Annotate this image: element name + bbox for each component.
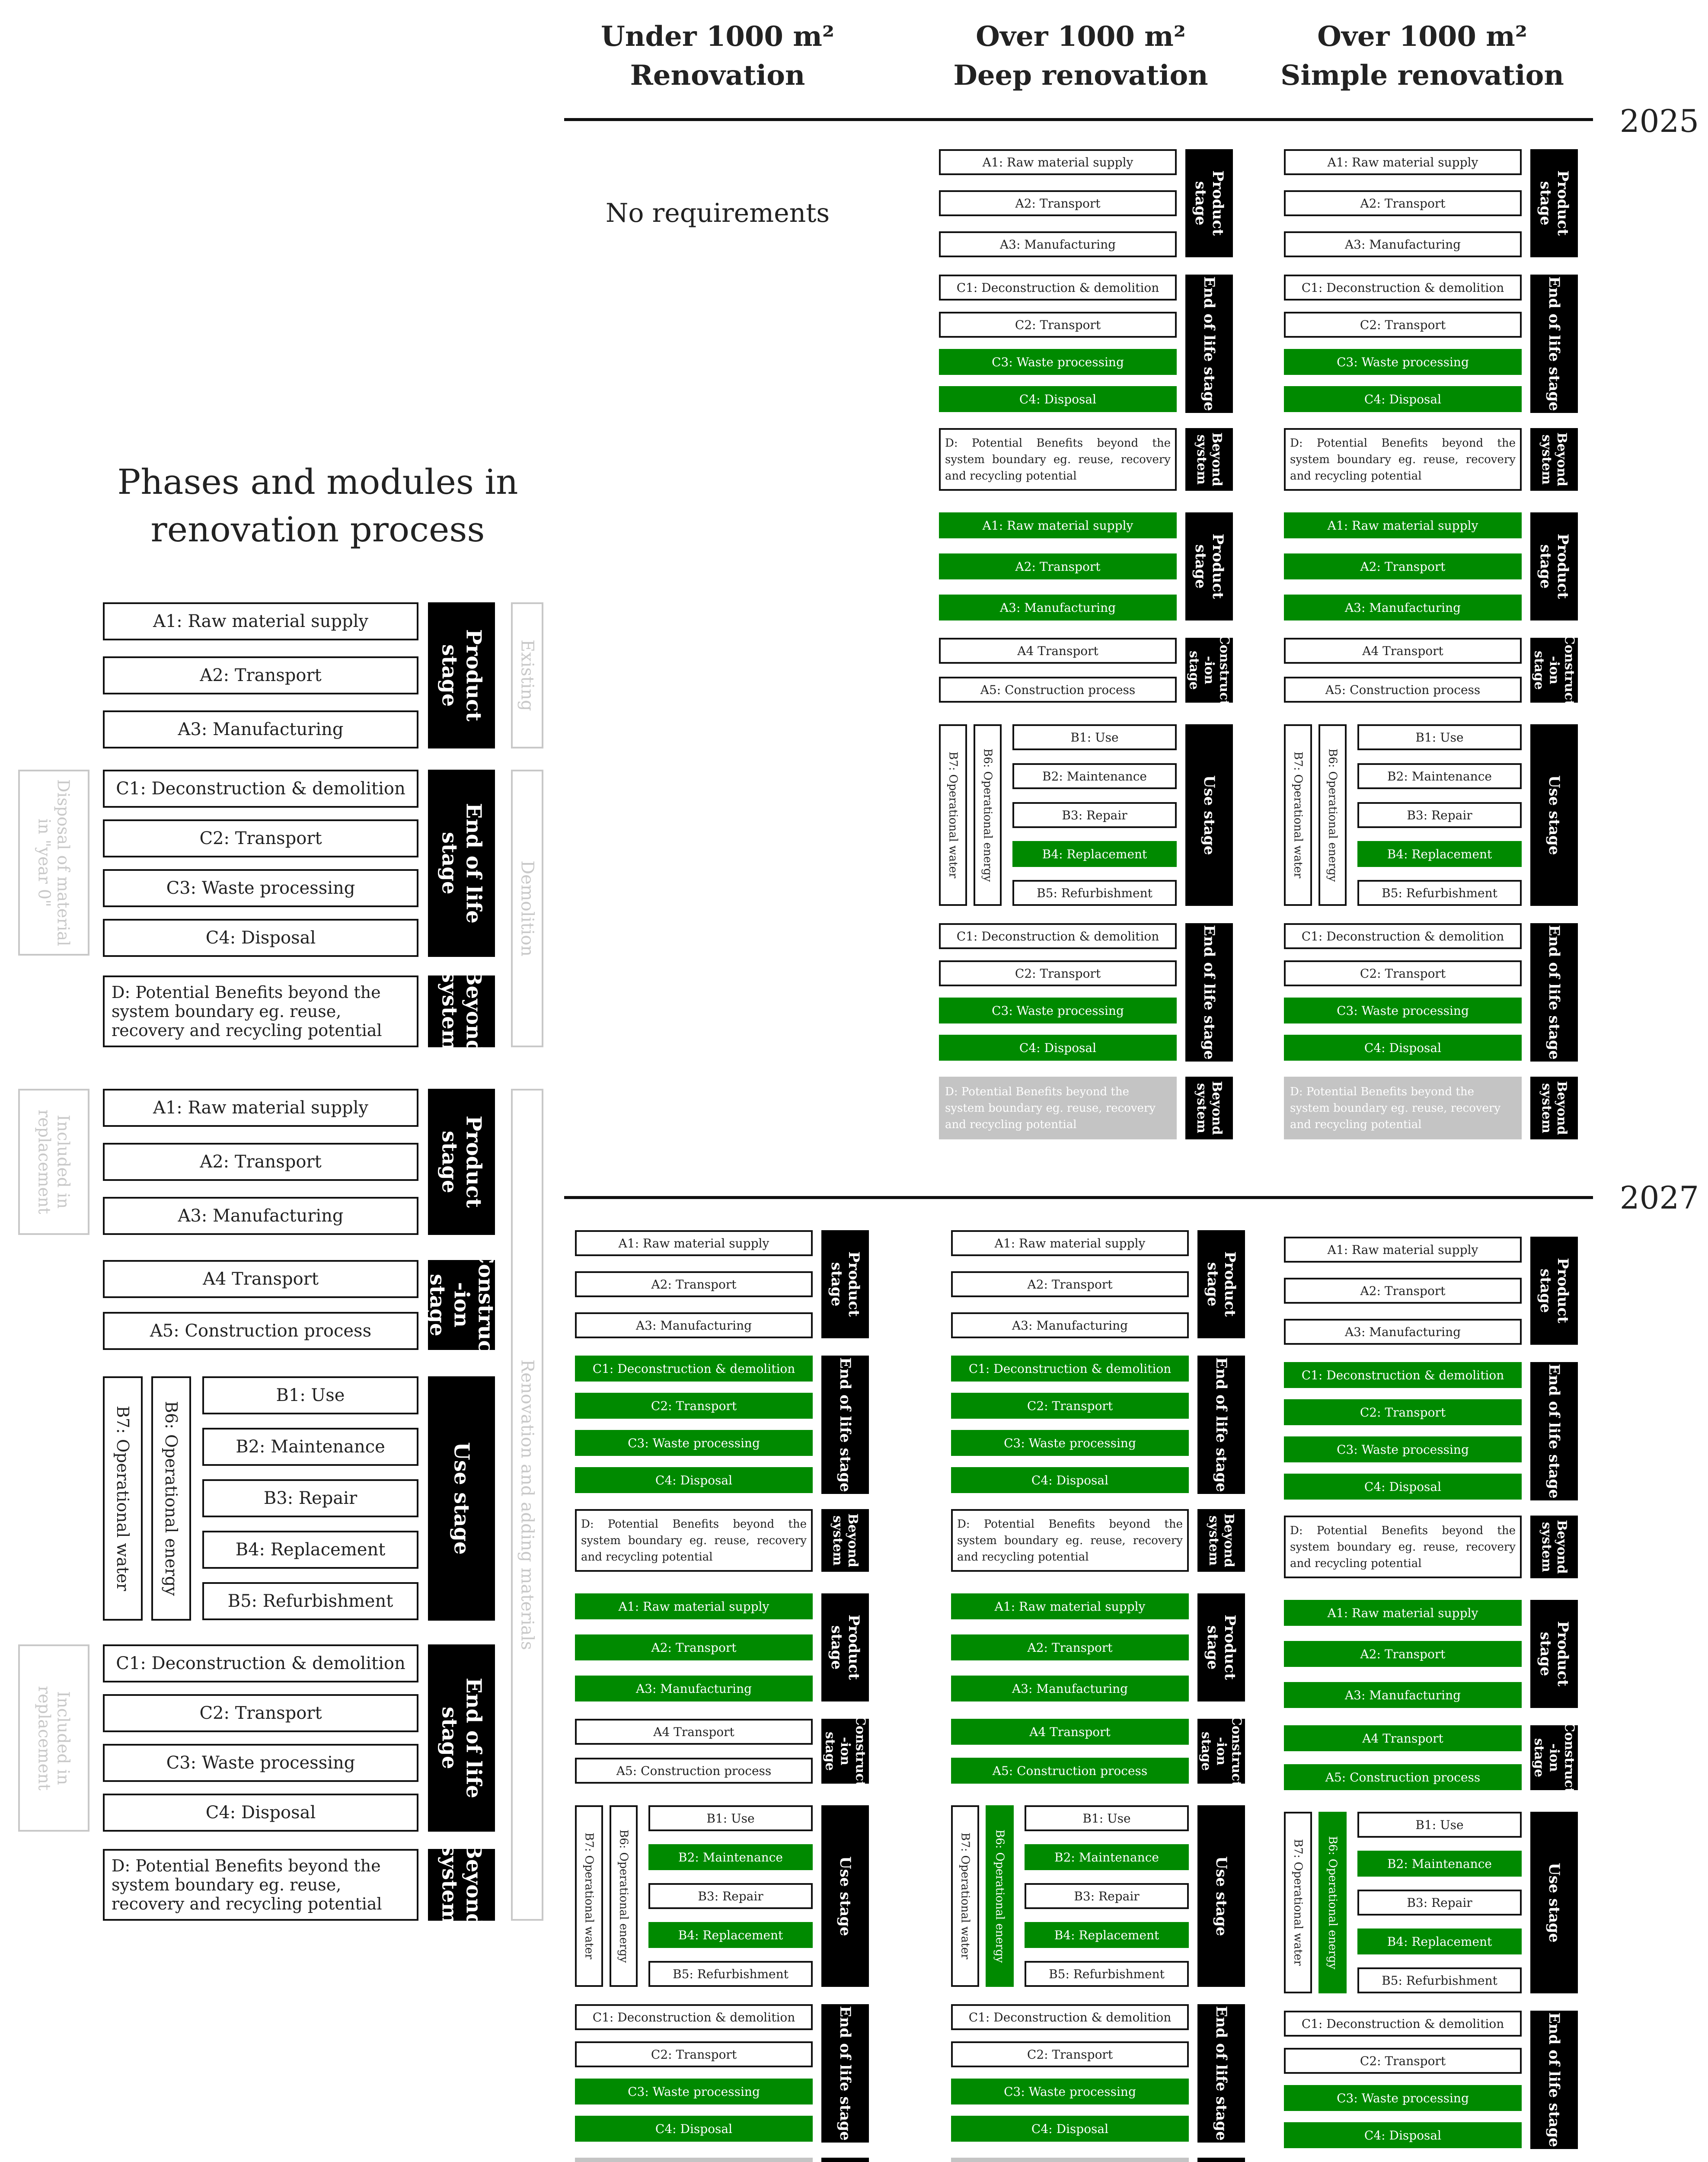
header-line1: Over 1000 m² xyxy=(1317,20,1527,53)
header-line1: Under 1000 m² xyxy=(601,20,834,53)
module-c2: C2: Transport xyxy=(951,1393,1189,1419)
module-b1: B1: Use xyxy=(1025,1805,1189,1831)
stage-use: Use stage xyxy=(428,1376,495,1621)
module-a3: A3: Manufacturing xyxy=(1284,1319,1522,1345)
stage-product: Product stage xyxy=(1197,1230,1245,1338)
module-b5: B5: Refurbishment xyxy=(648,1961,813,1987)
stage-end_of_life: End of life stage xyxy=(1530,2011,1578,2149)
module-b5: B5: Refurbishment xyxy=(1357,880,1522,906)
module-d xyxy=(575,2158,813,2162)
module-b7: B7: Operational water xyxy=(939,724,967,906)
phase-existing: Existing xyxy=(511,602,543,748)
module-c1: C1: Deconstruction & demolition xyxy=(951,1356,1189,1382)
header-over-1000-deep xyxy=(899,17,1262,95)
module-b4: B4: Replacement xyxy=(648,1922,813,1948)
stage-end_of_life: End of life stage xyxy=(1185,275,1233,413)
module-c4: C4: Disposal xyxy=(103,1794,418,1832)
module-a4: A4 Transport xyxy=(939,638,1177,664)
module-a1: A1: Raw material supply xyxy=(1284,1600,1522,1626)
module-d xyxy=(951,2158,1189,2162)
module-b6: B6: Operational energy xyxy=(151,1376,191,1621)
stage-product: Product stage xyxy=(1185,512,1233,620)
module-a4: A4 Transport xyxy=(951,1719,1189,1745)
stage-end_of_life: End of life stage xyxy=(1530,1362,1578,1500)
module-a3: A3: Manufacturing xyxy=(1284,231,1522,257)
module-c3: C3: Waste processing xyxy=(1284,1436,1522,1462)
stage-end_of_life: End of life stage xyxy=(821,1356,869,1494)
module-c2: C2: Transport xyxy=(575,2041,813,2067)
phase-renovation_adding: Renovation and adding materials xyxy=(511,1089,543,1921)
module-b5: B5: Refurbishment xyxy=(1025,1961,1189,1987)
module-d: D: Potential Benefits beyond the system boundary eg. reuse, recovery and recycling potential xyxy=(1284,428,1522,491)
module-a1: A1: Raw material supply xyxy=(951,1593,1189,1619)
module-a1: A1: Raw material supply xyxy=(103,602,418,640)
module-c3: C3: Waste processing xyxy=(951,1430,1189,1456)
stage-construction: Construct -ion stage xyxy=(1530,638,1578,703)
module-a1: A1: Raw material supply xyxy=(939,149,1177,175)
module-a2: A2: Transport xyxy=(1284,553,1522,579)
stage-construction: Construct -ion stage xyxy=(425,1247,498,1362)
module-a2: A2: Transport xyxy=(1284,1641,1522,1667)
module-d: D: Potential Benefits beyond the system boundary eg. reuse, recovery and recycling potential xyxy=(103,975,418,1047)
module-b2: B2: Maintenance xyxy=(1357,763,1522,789)
module-c1: C1: Deconstruction & demolition xyxy=(575,2004,813,2030)
stage-end_of_life: End of life stage xyxy=(821,2004,869,2143)
module-a5: A5: Construction process xyxy=(103,1312,418,1350)
stage-product: Product stage xyxy=(821,1230,869,1338)
module-a3: A3: Manufacturing xyxy=(575,1312,813,1338)
module-a3: A3: Manufacturing xyxy=(103,1197,418,1235)
module-c1: C1: Deconstruction & demolition xyxy=(103,1644,418,1682)
module-c2: C2: Transport xyxy=(951,2041,1189,2067)
module-c4: C4: Disposal xyxy=(575,2116,813,2142)
module-a5: A5: Construction process xyxy=(1284,677,1522,703)
module-b3: B3: Repair xyxy=(1025,1883,1189,1909)
module-c3: C3: Waste processing xyxy=(103,869,418,907)
module-a1: A1: Raw material supply xyxy=(1284,1237,1522,1263)
module-b4: B4: Replacement xyxy=(202,1531,418,1569)
module-c3: C3: Waste processing xyxy=(575,1430,813,1456)
module-b2: B2: Maintenance xyxy=(1025,1844,1189,1870)
header-line2: Deep renovation xyxy=(953,59,1208,92)
module-b2: B2: Maintenance xyxy=(1012,763,1177,789)
module-b2: B2: Maintenance xyxy=(648,1844,813,1870)
module-b1: B1: Use xyxy=(1357,724,1522,750)
module-d: D: Potential Benefits beyond the system boundary eg. reuse, recovery and recycling potential xyxy=(939,428,1177,491)
module-c3: C3: Waste processing xyxy=(103,1744,418,1782)
module-a5: A5: Construction process xyxy=(939,677,1177,703)
stage-product: Product stage xyxy=(1185,149,1233,257)
module-a2: A2: Transport xyxy=(103,656,418,694)
module-c2: C2: Transport xyxy=(575,1393,813,1419)
module-c4: C4: Disposal xyxy=(1284,1035,1522,1061)
module-c3: C3: Waste processing xyxy=(939,349,1177,375)
module-b7: B7: Operational water xyxy=(1284,1812,1312,1993)
module-c3: C3: Waste processing xyxy=(1284,2085,1522,2111)
module-c2: C2: Transport xyxy=(939,960,1177,986)
stage-product: Product stage xyxy=(1530,1237,1578,1345)
module-d: D: Potential Benefits beyond the system boundary eg. reuse, recovery and recycling potential xyxy=(1284,1516,1522,1578)
stage-beyond: Beyond system xyxy=(1197,1509,1245,1572)
module-c3: C3: Waste processing xyxy=(939,998,1177,1023)
module-d: D: Potential Benefits beyond the system boundary eg. reuse, recovery and recycling potential xyxy=(103,1849,418,1921)
phase-included_replacement: Included in replacement xyxy=(18,1089,89,1235)
header-line2: Simple renovation xyxy=(1280,59,1564,92)
module-a2: A2: Transport xyxy=(951,1271,1189,1297)
stage-end_of_life: End of life stage xyxy=(1197,1356,1245,1494)
module-b7: B7: Operational water xyxy=(575,1805,603,1987)
module-c3: C3: Waste processing xyxy=(1284,998,1522,1023)
module-b1: B1: Use xyxy=(648,1805,813,1831)
year-line-2025 xyxy=(564,118,1593,121)
module-a1: A1: Raw material supply xyxy=(1284,149,1522,175)
stage-product: Product stage xyxy=(428,602,495,748)
module-a4: A4 Transport xyxy=(575,1719,813,1745)
module-b7: B7: Operational water xyxy=(103,1376,143,1621)
module-c1: C1: Deconstruction & demolition xyxy=(1284,1362,1522,1388)
module-c3: C3: Waste processing xyxy=(1284,349,1522,375)
module-a2: A2: Transport xyxy=(1284,1278,1522,1304)
module-c2: C2: Transport xyxy=(939,312,1177,338)
module-c4: C4: Disposal xyxy=(939,1035,1177,1061)
stage-use: Use stage xyxy=(1185,724,1233,906)
module-c1: C1: Deconstruction & demolition xyxy=(1284,2011,1522,2037)
stage-beyond: Beyond system xyxy=(1530,1516,1578,1578)
module-c3: C3: Waste processing xyxy=(575,2079,813,2104)
module-b3: B3: Repair xyxy=(1357,1890,1522,1916)
module-c1: C1: Deconstruction & demolition xyxy=(575,1356,813,1382)
stage-construction: Construct -ion stage xyxy=(821,1719,869,1784)
module-a3: A3: Manufacturing xyxy=(939,595,1177,620)
module-b1: B1: Use xyxy=(1357,1812,1522,1838)
module-b7: B7: Operational water xyxy=(951,1805,979,1987)
stage-beyond: Beyond system xyxy=(1530,428,1578,491)
module-a1: A1: Raw material supply xyxy=(939,512,1177,538)
stage-product: Product stage xyxy=(1530,149,1578,257)
module-b2: B2: Maintenance xyxy=(1357,1851,1522,1877)
left-title-line2: renovation process xyxy=(150,509,485,550)
year-2027: 2027 xyxy=(1619,1180,1699,1216)
module-c2: C2: Transport xyxy=(103,1694,418,1732)
module-b2: B2: Maintenance xyxy=(202,1428,418,1466)
left-title-line1: Phases and modules in xyxy=(117,462,518,502)
stage-beyond: Beyond system xyxy=(428,1849,495,1921)
module-b5: B5: Refurbishment xyxy=(1012,880,1177,906)
module-b4: B4: Replacement xyxy=(1025,1922,1189,1948)
module-b3: B3: Repair xyxy=(202,1479,418,1517)
module-a1: A1: Raw material supply xyxy=(1284,512,1522,538)
stage-beyond: Beyond system xyxy=(1530,1077,1578,1139)
phase-disposal_year0: Disposal of material in "year 0" xyxy=(18,770,89,956)
module-d: D: Potential Benefits beyond the system boundary eg. reuse, recovery and recycling potential xyxy=(951,1509,1189,1572)
stage-product: Product stage xyxy=(428,1089,495,1235)
stage-end_of_life: End of life stage xyxy=(428,770,495,957)
module-c4: C4: Disposal xyxy=(1284,1474,1522,1500)
module-b3: B3: Repair xyxy=(1012,802,1177,828)
stage-beyond: Beyond system xyxy=(1185,428,1233,491)
module-a4: A4 Transport xyxy=(1284,638,1522,664)
module-a1: A1: Raw material supply xyxy=(575,1593,813,1619)
stage-construction: Construct -ion stage xyxy=(1197,1719,1245,1784)
module-b1: B1: Use xyxy=(202,1376,418,1414)
header-line2: Renovation xyxy=(630,59,805,92)
stage-beyond: Beyond system xyxy=(1185,1077,1233,1139)
stage-product: Product stage xyxy=(1197,1593,1245,1701)
module-c4: C4: Disposal xyxy=(1284,2122,1522,2148)
stage-use: Use stage xyxy=(1530,1812,1578,1993)
module-a4: A4 Transport xyxy=(1284,1725,1522,1751)
module-b6: B6: Operational energy xyxy=(986,1805,1014,1987)
module-a2: A2: Transport xyxy=(939,553,1177,579)
stage-beyond: Beyond system xyxy=(821,1509,869,1572)
stage-product: Product stage xyxy=(1530,1600,1578,1708)
module-a2: A2: Transport xyxy=(1284,190,1522,216)
module-c4: C4: Disposal xyxy=(103,919,418,957)
stage-product: Product stage xyxy=(1530,512,1578,620)
header-over-1000-simple xyxy=(1245,17,1599,95)
module-a5: A5: Construction process xyxy=(575,1758,813,1784)
module-a3: A3: Manufacturing xyxy=(1284,595,1522,620)
module-a1: A1: Raw material supply xyxy=(575,1230,813,1256)
module-d: D: Potential Benefits beyond the system boundary eg. reuse, recovery and recycling potential xyxy=(575,1509,813,1572)
module-c1: C1: Deconstruction & demolition xyxy=(939,275,1177,301)
stage-end_of_life: End of life stage xyxy=(1530,923,1578,1062)
module-a3: A3: Manufacturing xyxy=(1284,1682,1522,1708)
stage-beyond xyxy=(1197,2158,1245,2162)
module-a2: A2: Transport xyxy=(575,1634,813,1660)
no-requirements-text: No requirements xyxy=(605,198,830,228)
module-b3: B3: Repair xyxy=(648,1883,813,1909)
stage-construction: Construct -ion stage xyxy=(1185,638,1233,703)
module-b1: B1: Use xyxy=(1012,724,1177,750)
module-d: D: Potential Benefits beyond the system boundary eg. reuse, recovery and recycling potential xyxy=(1284,1077,1522,1139)
header-under-1000 xyxy=(536,17,899,95)
stage-end_of_life: End of life stage xyxy=(1185,923,1233,1062)
stage-end_of_life: End of life stage xyxy=(428,1644,495,1832)
module-c4: C4: Disposal xyxy=(1284,386,1522,412)
module-c2: C2: Transport xyxy=(103,819,418,857)
module-a2: A2: Transport xyxy=(939,190,1177,216)
header-line1: Over 1000 m² xyxy=(976,20,1186,53)
stage-use: Use stage xyxy=(1197,1805,1245,1987)
module-a5: A5: Construction process xyxy=(951,1758,1189,1784)
module-a4: A4 Transport xyxy=(103,1260,418,1298)
module-c1: C1: Deconstruction & demolition xyxy=(951,2004,1189,2030)
module-c1: C1: Deconstruction & demolition xyxy=(939,923,1177,949)
module-a1: A1: Raw material supply xyxy=(103,1089,418,1127)
year-line-2027 xyxy=(564,1196,1593,1199)
phase-demolition: Demolition xyxy=(511,770,543,1047)
module-a2: A2: Transport xyxy=(103,1143,418,1181)
left-panel-title xyxy=(65,458,571,553)
module-c2: C2: Transport xyxy=(1284,2048,1522,2074)
module-b6: B6: Operational energy xyxy=(1319,1812,1347,1993)
module-b4: B4: Replacement xyxy=(1357,841,1522,867)
module-c2: C2: Transport xyxy=(1284,312,1522,338)
module-a3: A3: Manufacturing xyxy=(951,1676,1189,1701)
module-a2: A2: Transport xyxy=(575,1271,813,1297)
stage-use: Use stage xyxy=(821,1805,869,1987)
module-c1: C1: Deconstruction & demolition xyxy=(103,770,418,808)
module-d: D: Potential Benefits beyond the system boundary eg. reuse, recovery and recycling potential xyxy=(939,1077,1177,1139)
module-c4: C4: Disposal xyxy=(939,386,1177,412)
module-b6: B6: Operational energy xyxy=(974,724,1002,906)
module-a3: A3: Manufacturing xyxy=(103,710,418,748)
module-c2: C2: Transport xyxy=(1284,1399,1522,1425)
module-a1: A1: Raw material supply xyxy=(951,1230,1189,1256)
module-a3: A3: Manufacturing xyxy=(939,231,1177,257)
module-b4: B4: Replacement xyxy=(1357,1929,1522,1954)
module-a3: A3: Manufacturing xyxy=(575,1676,813,1701)
module-c4: C4: Disposal xyxy=(951,2116,1189,2142)
stage-end_of_life: End of life stage xyxy=(1530,275,1578,413)
module-c3: C3: Waste processing xyxy=(951,2079,1189,2104)
stage-use: Use stage xyxy=(1530,724,1578,906)
stage-end_of_life: End of life stage xyxy=(1197,2004,1245,2143)
module-b6: B6: Operational energy xyxy=(610,1805,638,1987)
module-b5: B5: Refurbishment xyxy=(1357,1967,1522,1993)
module-b5: B5: Refurbishment xyxy=(202,1582,418,1620)
module-b3: B3: Repair xyxy=(1357,802,1522,828)
module-a5: A5: Construction process xyxy=(1284,1764,1522,1790)
module-a3: A3: Manufacturing xyxy=(951,1312,1189,1338)
stage-beyond: Beyond system xyxy=(428,975,495,1047)
module-c4: C4: Disposal xyxy=(951,1467,1189,1493)
phase-included_replacement: Included in replacement xyxy=(18,1644,89,1832)
stage-beyond xyxy=(821,2158,869,2162)
module-c4: C4: Disposal xyxy=(575,1467,813,1493)
module-c1: C1: Deconstruction & demolition xyxy=(1284,275,1522,301)
module-c1: C1: Deconstruction & demolition xyxy=(1284,923,1522,949)
year-2025: 2025 xyxy=(1619,103,1699,139)
module-b7: B7: Operational water xyxy=(1284,724,1312,906)
stage-product: Product stage xyxy=(821,1593,869,1701)
module-b4: B4: Replacement xyxy=(1012,841,1177,867)
stage-construction: Construct -ion stage xyxy=(1530,1725,1578,1790)
module-b6: B6: Operational energy xyxy=(1319,724,1347,906)
module-a2: A2: Transport xyxy=(951,1634,1189,1660)
module-c2: C2: Transport xyxy=(1284,960,1522,986)
